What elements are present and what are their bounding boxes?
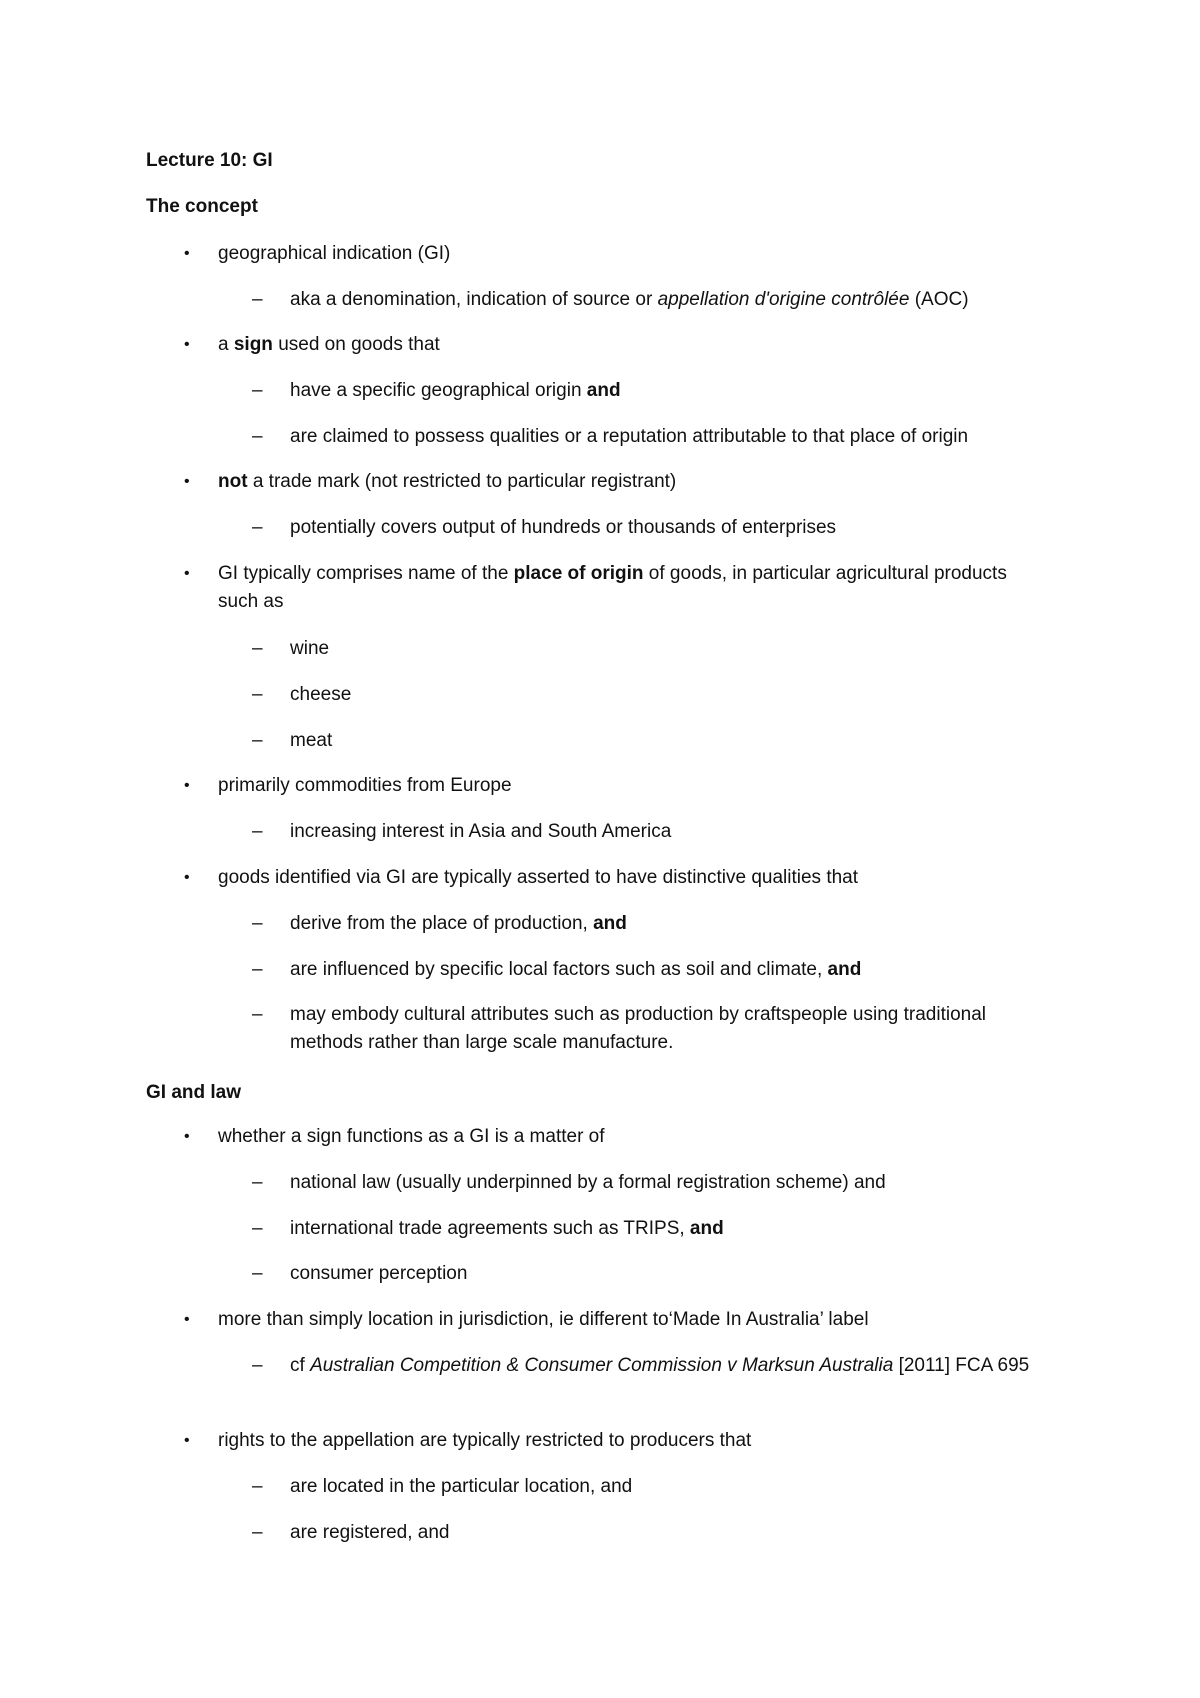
sub-item-text (290, 514, 1060, 542)
section-heading-concept: The concept (146, 196, 258, 217)
sub-item-text (290, 286, 1060, 314)
sub-item-text (290, 910, 1060, 938)
bold-term: and (827, 959, 862, 980)
dash-symbol: – (252, 1172, 263, 1193)
bullet-symbol: • (184, 336, 190, 353)
sub-item-text (290, 1473, 1060, 1501)
sub-item-text (290, 956, 1060, 984)
text-run: whether a sign functions as a GI is a matter of (218, 1126, 605, 1147)
text-run: have a specific geographical origin (290, 380, 587, 401)
dash-symbol: – (252, 638, 263, 659)
bullet-symbol: • (184, 1128, 190, 1145)
bullet-symbol: • (184, 473, 190, 490)
dash-symbol: – (252, 913, 263, 934)
text-run: geographical indication (GI) (218, 243, 451, 264)
dash-symbol: – (252, 959, 263, 980)
dash-symbol: – (252, 821, 263, 842)
text-run: a (218, 334, 234, 355)
text-run: (AOC) (909, 289, 969, 310)
sub-item-text (290, 423, 1060, 451)
text-run: meat (290, 730, 333, 751)
dash-symbol: – (252, 1218, 263, 1239)
bold-term: not (218, 471, 248, 492)
text-run: rights to the appellation are typically restricted to producers that (218, 1430, 752, 1451)
dash-symbol: – (252, 1476, 263, 1497)
text-run: of goods, in particular agricultural products such as (218, 563, 1007, 612)
text-run: cf (290, 1355, 311, 1376)
sub-item-text (290, 635, 1060, 663)
bold-term: sign (233, 334, 273, 355)
text-run: are influenced by specific local factors such as soil and climate, (290, 959, 828, 980)
dash-symbol: – (252, 730, 263, 751)
bullet-text (218, 560, 1048, 616)
bullet-symbol: • (184, 565, 190, 582)
bullet-text (218, 1123, 1048, 1151)
text-run: may embody cultural attributes such as production by craftspeople using traditional methods rather than large scale manufacture. (290, 1004, 986, 1053)
bold-term: and (586, 380, 621, 401)
sub-item-text (290, 727, 1060, 755)
text-run: wine (290, 638, 330, 659)
text-run: cheese (290, 684, 352, 705)
bullet-text (218, 331, 1048, 359)
bold-term: place of origin (513, 563, 644, 584)
text-run: potentially covers output of hundreds or thousands of enterprises (290, 517, 837, 538)
bullet-text (218, 1427, 1048, 1455)
text-run: a trade mark (not restricted to particular registrant) (247, 471, 677, 492)
bullet-symbol: • (184, 777, 190, 794)
sub-item-text (290, 1352, 1060, 1380)
text-run: increasing interest in Asia and South America (290, 821, 672, 842)
text-run: are claimed to possess qualities or a reputation attributable to that place of origin (290, 426, 969, 447)
text-run: [2011] FCA 695 (893, 1355, 1030, 1376)
text-run: are located in the particular location, and (290, 1476, 633, 1497)
sub-item-text (290, 377, 1060, 405)
dash-symbol: – (252, 380, 263, 401)
dash-symbol: – (252, 426, 263, 447)
bullet-symbol: • (184, 1311, 190, 1328)
bullet-text (218, 240, 1048, 268)
dash-symbol: – (252, 1522, 263, 1543)
italic-case-name: Australian Competition & Consumer Commission v Marksun Australia (310, 1355, 894, 1376)
bullet-symbol: • (184, 869, 190, 886)
sub-item-text (290, 1001, 1060, 1057)
sub-item-text (290, 1260, 1060, 1288)
text-run: are registered, and (290, 1522, 450, 1543)
page-title: Lecture 10: GI (146, 150, 273, 171)
text-run: international trade agreements such as TRIPS, (290, 1218, 690, 1239)
text-run: primarily commodities from Europe (218, 775, 512, 796)
italic-term: appellation d'origine contrôlée (657, 289, 910, 310)
bullet-text (218, 1306, 1048, 1334)
sub-item-text (290, 818, 1060, 846)
bold-term: and (593, 913, 627, 934)
section-heading-law: GI and law (146, 1082, 242, 1103)
text-run: aka a denomination, indication of source or (290, 289, 658, 310)
text-run: national law (usually underpinned by a formal registration scheme) and (290, 1172, 886, 1193)
bullet-symbol: • (184, 1432, 190, 1449)
text-run: more than simply location in jurisdiction, ie different to‘Made In Australia’ label (218, 1309, 869, 1330)
bullet-text (218, 864, 1048, 892)
bullet-symbol: • (184, 245, 190, 262)
dash-symbol: – (252, 1004, 263, 1025)
text-run: goods identified via GI are typically asserted to have distinctive qualities that (218, 867, 859, 888)
text-run: derive from the place of production, (290, 913, 594, 934)
sub-item-text (290, 681, 1060, 709)
dash-symbol: – (252, 684, 263, 705)
text-run: consumer perception (290, 1263, 468, 1284)
dash-symbol: – (252, 1355, 263, 1376)
bullet-text (218, 772, 1048, 800)
dash-symbol: – (252, 289, 263, 310)
text-run: GI typically comprises name of the (218, 563, 514, 584)
dash-symbol: – (252, 1263, 263, 1284)
sub-item-text (290, 1215, 1060, 1243)
sub-item-text (290, 1169, 1060, 1197)
sub-item-text (290, 1519, 1060, 1547)
text-run: used on goods that (272, 334, 440, 355)
bullet-text (218, 468, 1048, 496)
dash-symbol: – (252, 517, 263, 538)
bold-term: and (689, 1218, 724, 1239)
